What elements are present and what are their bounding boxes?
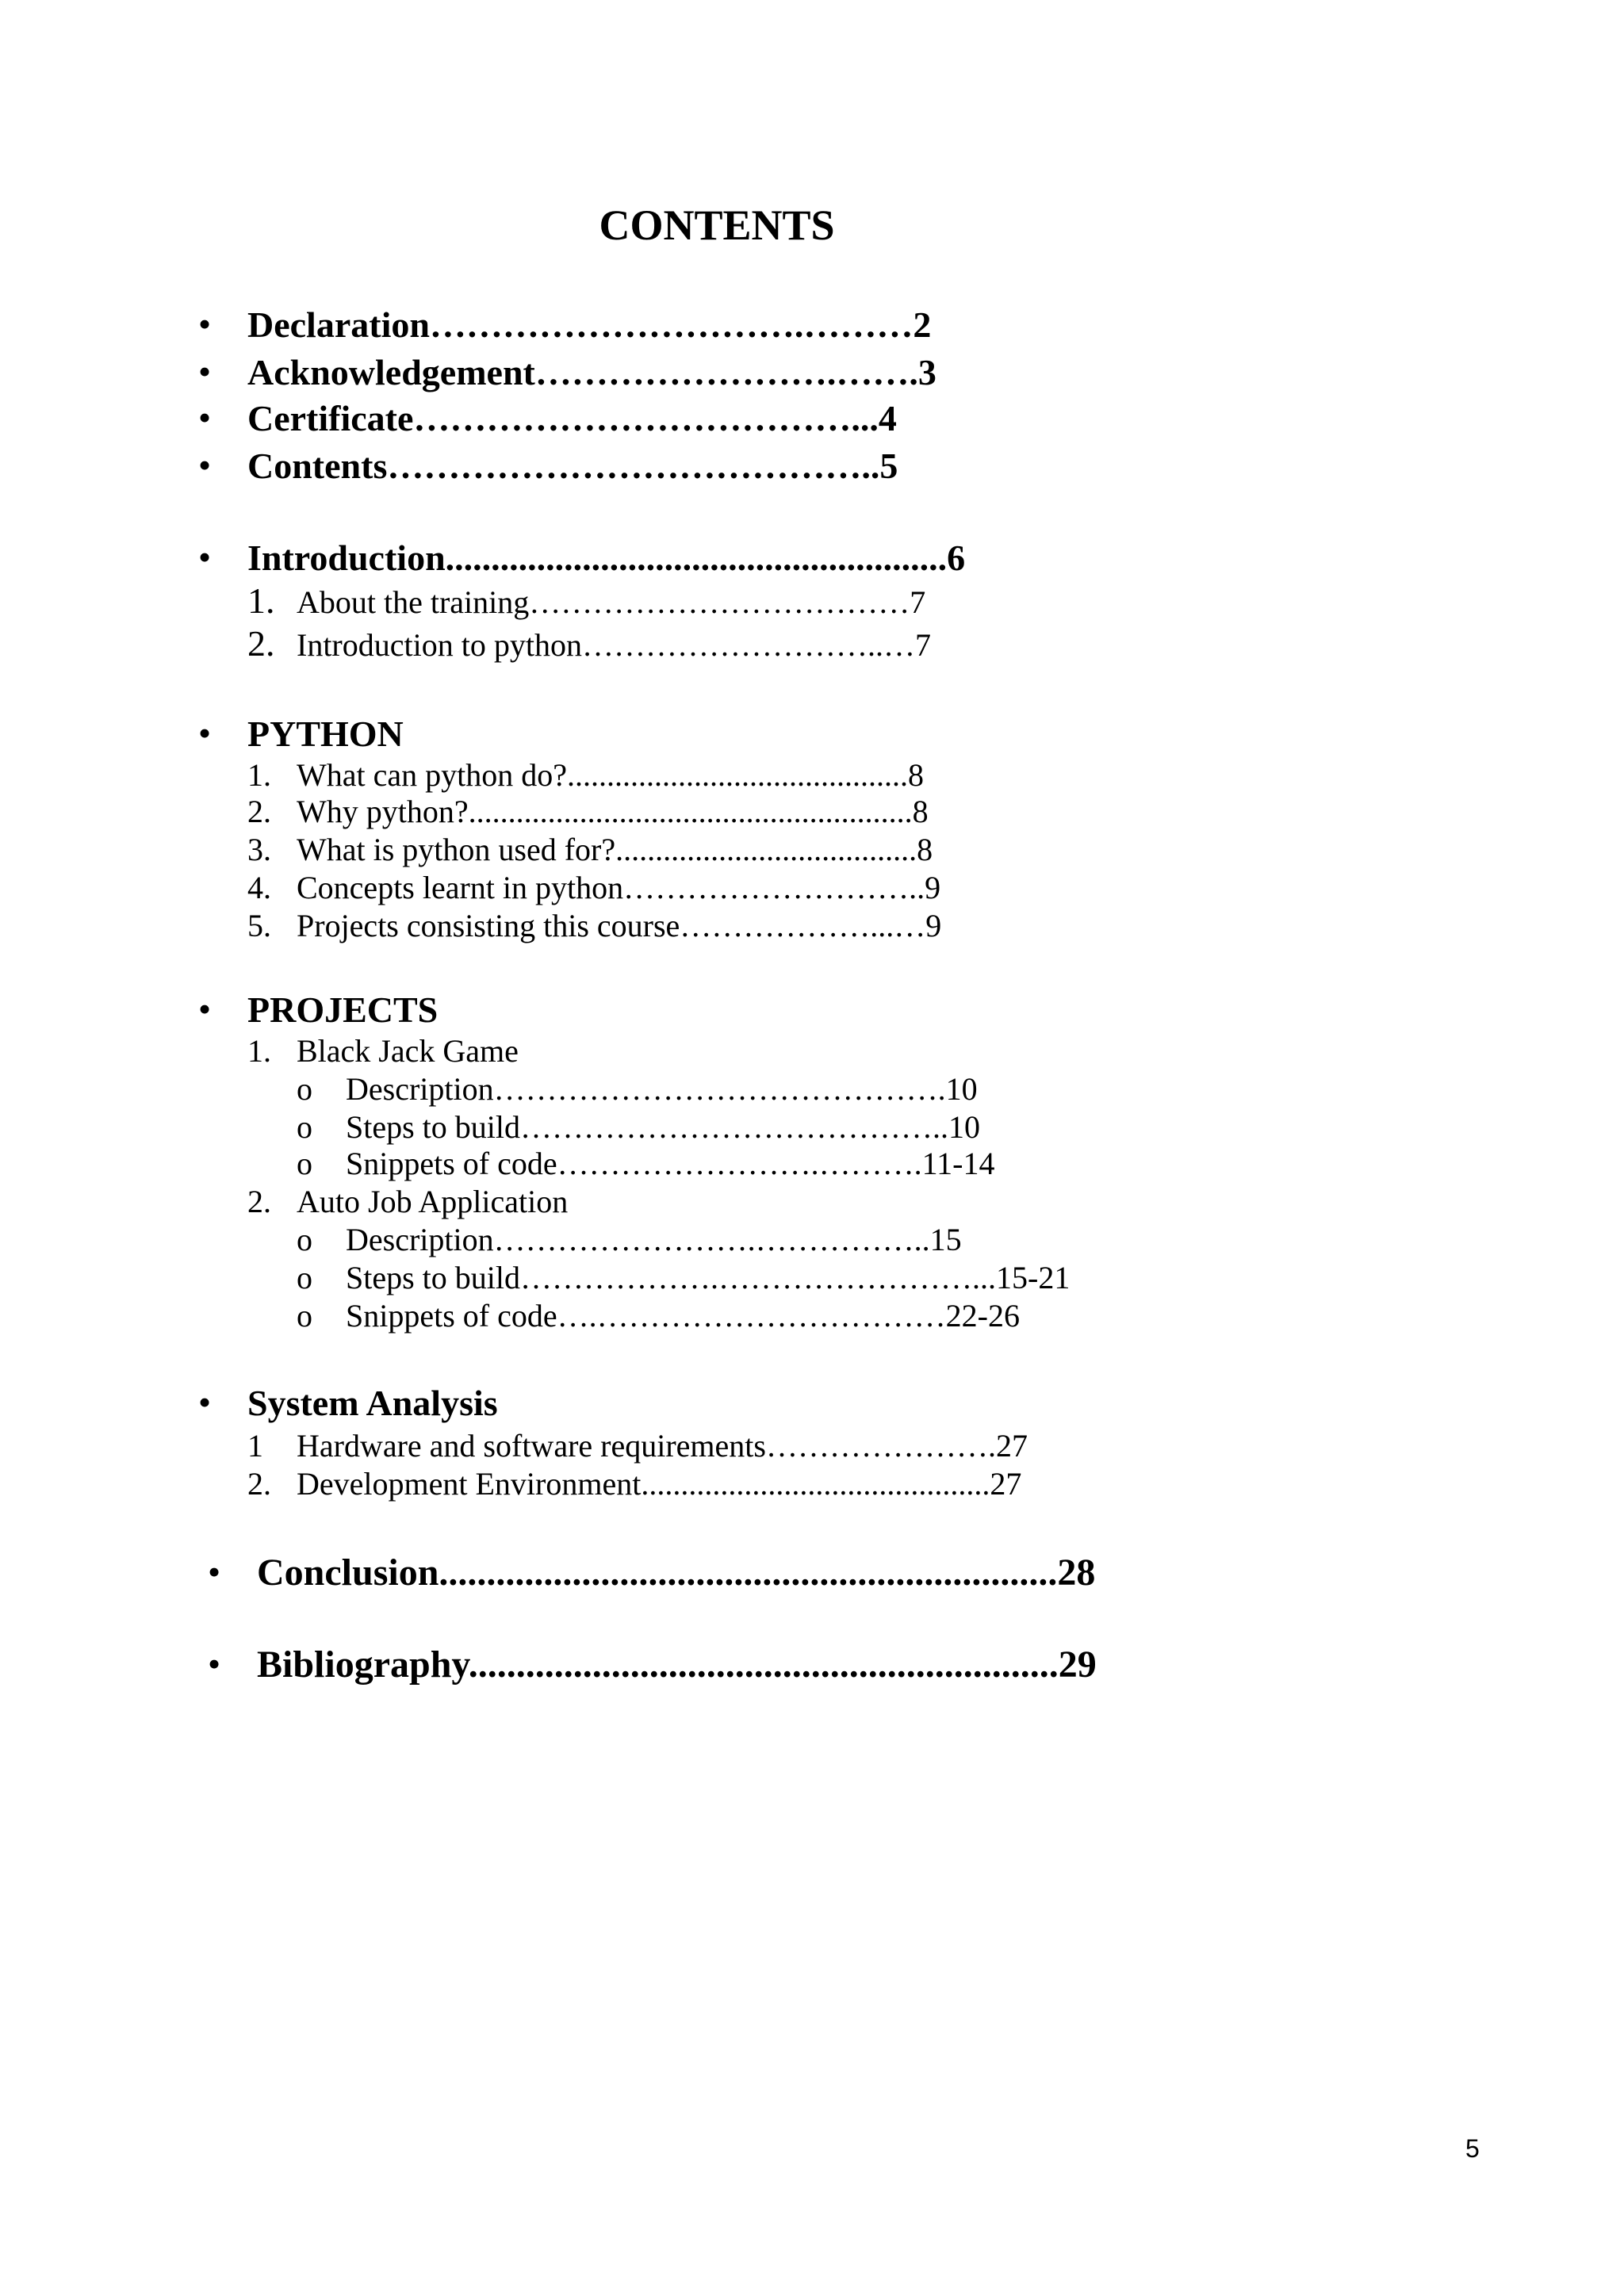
bullet-icon: • — [198, 1382, 212, 1422]
toc-subitem-bj-snippets: Snippets of code…………………….……….11-14 — [346, 1146, 995, 1181]
toc-entry-conclusion: Conclusion.................................................................28 — [257, 1552, 1096, 1594]
sub-bullet-icon: o — [297, 1298, 312, 1334]
item-number: 1. — [247, 580, 275, 621]
item-number: 2. — [247, 1466, 271, 1502]
item-number: 1. — [247, 1033, 271, 1069]
bullet-icon: • — [208, 1552, 221, 1592]
toc-subitem-bj-description: Description…………………………………….10 — [346, 1071, 978, 1107]
bullet-icon: • — [198, 713, 212, 753]
bullet-icon: • — [198, 537, 212, 577]
sub-bullet-icon: o — [297, 1222, 312, 1257]
toc-item-why-python: Why python?........................................................8 — [297, 794, 929, 829]
toc-item-concepts-learnt: Concepts learnt in python………………………..9 — [297, 870, 941, 905]
toc-entry-bibliography: Bibliography..............................................................29 — [257, 1644, 1097, 1686]
item-number: 1. — [247, 757, 271, 793]
toc-heading-system-analysis: System Analysis — [247, 1383, 498, 1423]
toc-item-introduction-to-python: Introduction to python………………………..…7 — [297, 627, 931, 663]
toc-item-black-jack-game: Black Jack Game — [297, 1033, 519, 1069]
bullet-icon: • — [198, 397, 212, 438]
item-number: 1 — [247, 1428, 263, 1464]
toc-subitem-aj-snippets: Snippets of code….……………………………22-26 — [346, 1298, 1020, 1334]
bullet-icon: • — [198, 304, 212, 344]
item-number: 3. — [247, 832, 271, 867]
item-number: 4. — [247, 870, 271, 905]
toc-heading-projects: PROJECTS — [247, 989, 439, 1030]
sub-bullet-icon: o — [297, 1146, 312, 1181]
toc-entry-contents: Contents…………………………………..5 — [247, 446, 898, 486]
toc-heading-python: PYTHON — [247, 714, 404, 754]
item-number: 2. — [247, 794, 271, 829]
page-title: CONTENTS — [599, 201, 835, 249]
toc-item-hardware-software: Hardware and software requirements………………….27 — [297, 1428, 1028, 1464]
toc-item-python-used-for: What is python used for?......................................8 — [297, 832, 933, 867]
toc-subitem-bj-steps: Steps to build…………………………………..10 — [346, 1109, 981, 1145]
bullet-icon: • — [198, 351, 212, 392]
toc-item-what-can-python-do: What can python do?...........................................8 — [297, 757, 924, 793]
toc-entry-acknowledgement: Acknowledgement…………………….…….3 — [247, 352, 936, 392]
toc-subitem-aj-steps: Steps to build……………….……………………...15-21 — [346, 1260, 1071, 1295]
toc-entry-declaration: Declaration………………………….………2 — [247, 304, 932, 345]
toc-item-auto-job-application: Auto Job Application — [297, 1184, 569, 1219]
page-number: 5 — [1465, 2134, 1480, 2163]
toc-item-projects-course: Projects consisting this course………………...…9 — [297, 908, 942, 943]
toc-item-about-training: About the training………………………………7 — [297, 584, 926, 620]
sub-bullet-icon: o — [297, 1109, 312, 1145]
toc-heading-introduction: Introduction.......................................................6 — [247, 538, 966, 578]
toc-subitem-aj-description: Description…………………….……………..15 — [346, 1222, 962, 1257]
toc-item-development-environment: Development Environment............................................27 — [297, 1466, 1022, 1502]
bullet-icon: • — [208, 1644, 221, 1684]
item-number: 2. — [247, 623, 275, 664]
bullet-icon: • — [198, 445, 212, 485]
sub-bullet-icon: o — [297, 1260, 312, 1295]
toc-entry-certificate: Certificate………………………………...4 — [247, 398, 897, 438]
item-number: 5. — [247, 908, 271, 943]
item-number: 2. — [247, 1184, 271, 1219]
sub-bullet-icon: o — [297, 1071, 312, 1107]
bullet-icon: • — [198, 989, 212, 1029]
